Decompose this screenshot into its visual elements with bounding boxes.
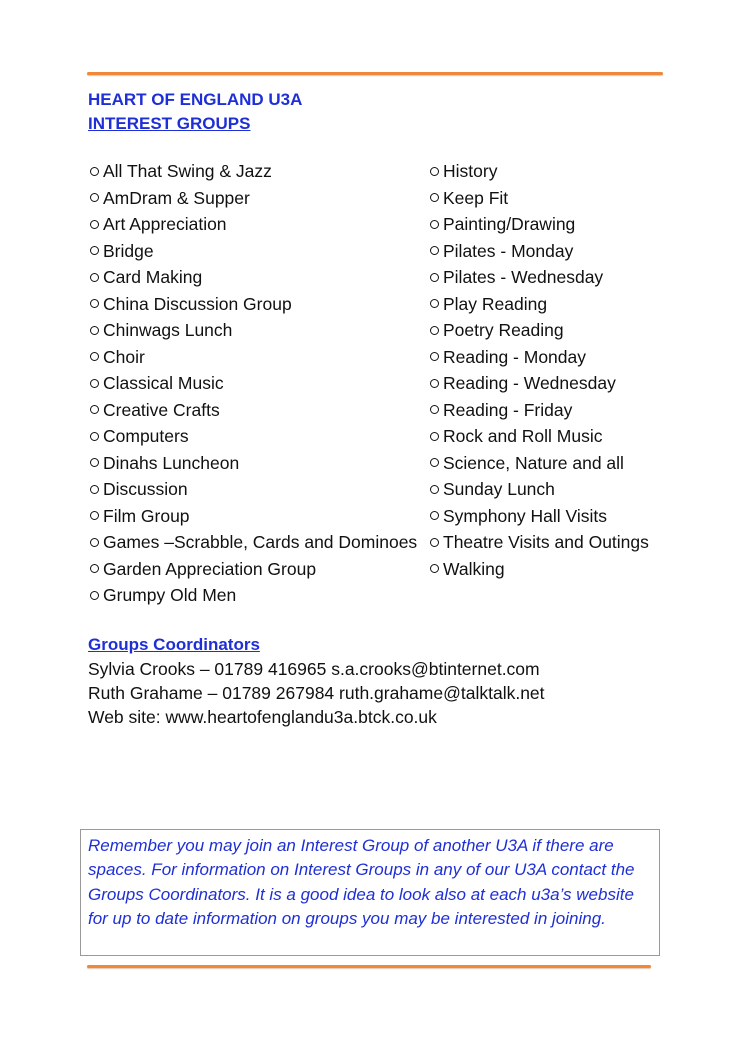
group-name: Reading - Friday [443,399,573,420]
group-name: Keep Fit [443,187,509,208]
group-name: Pilates - Monday [443,240,574,261]
group-name: Reading - Wednesday [443,373,616,393]
group-name: All That Swing & Jazz [103,161,272,181]
coordinator-sylvia: Sylvia Crooks – 01789 416965 s.a.crooks@btinternet.com [88,659,540,679]
group-item [90,423,435,450]
group-name: Discussion [103,479,188,499]
group-item [430,291,710,318]
group-item [90,211,435,238]
bottom-divider [87,965,651,968]
circle-bullet-icon [90,246,99,255]
group-name: Art Appreciation [103,214,227,234]
title-line-1: HEART OF ENGLAND U3A [88,90,303,109]
group-name: Poetry Reading [443,320,564,340]
circle-bullet-icon [90,379,99,388]
notice-box [80,829,660,956]
group-item [90,291,435,318]
group-item [430,344,710,371]
circle-bullet-icon [430,564,439,573]
circle-bullet-icon [430,511,439,520]
groups-list-right [430,158,710,582]
circle-bullet-icon [430,220,439,229]
title-line-2: INTEREST GROUPS [88,114,251,133]
circle-bullet-icon [430,432,439,441]
circle-bullet-icon [90,511,99,520]
group-name: China Discussion Group [103,293,292,314]
group-item [90,503,435,530]
group-name: Science, Nature and all [443,452,624,473]
group-item [90,158,435,185]
circle-bullet-icon [430,352,439,361]
group-name: Painting/Drawing [443,214,576,234]
circle-bullet-icon [90,591,99,600]
circle-bullet-icon [90,167,99,176]
group-item [430,238,710,265]
coordinator-ruth: Ruth Grahame – 01789 267984 ruth.grahame@talktalk.net [88,683,545,703]
group-name: Reading - Monday [443,346,586,367]
group-name: Bridge [103,240,154,261]
group-item [90,397,435,424]
circle-bullet-icon [430,485,439,494]
group-item [430,529,710,556]
circle-bullet-icon [90,485,99,494]
circle-bullet-icon [430,405,439,414]
circle-bullet-icon [90,193,99,202]
group-item [90,238,435,265]
group-name: Chinwags Lunch [103,320,233,340]
group-item [430,185,710,212]
circle-bullet-icon [90,564,99,573]
circle-bullet-icon [430,299,439,308]
circle-bullet-icon [90,273,99,282]
group-item [90,370,435,397]
circle-bullet-icon [430,326,439,335]
group-item [430,317,710,344]
group-name: Pilates - Wednesday [443,267,604,287]
circle-bullet-icon [430,379,439,388]
group-item [430,211,710,238]
circle-bullet-icon [90,432,99,441]
group-name: Sunday Lunch [443,479,555,499]
group-item [90,556,435,583]
circle-bullet-icon [430,538,439,547]
circle-bullet-icon [90,299,99,308]
circle-bullet-icon [430,246,439,255]
group-item [430,450,710,477]
group-item [430,423,710,450]
circle-bullet-icon [90,405,99,414]
circle-bullet-icon [90,458,99,467]
group-item [430,556,710,583]
group-item [90,476,435,503]
group-name: Classical Music [103,373,224,393]
group-name: Symphony Hall Visits [443,505,608,526]
circle-bullet-icon [430,193,439,202]
group-item [430,264,710,291]
circle-bullet-icon [90,538,99,547]
group-name: Card Making [103,267,203,287]
group-item [90,317,435,344]
group-item [430,397,710,424]
group-name: Games –Scrabble, Cards and Dominoes [103,532,418,552]
circle-bullet-icon [90,352,99,361]
group-name: AmDram & Supper [103,187,250,208]
group-item [430,370,710,397]
circle-bullet-icon [90,220,99,229]
group-item [90,529,435,556]
group-item [90,344,435,371]
group-item [90,264,435,291]
group-name: Grumpy Old Men [103,585,237,605]
group-name: Garden Appreciation Group [103,558,317,579]
group-item [90,450,435,477]
circle-bullet-icon [430,167,439,176]
group-item [430,158,710,185]
website-line: Web site: www.heartofenglandu3a.btck.co.uk [88,707,437,727]
group-item [430,476,710,503]
group-item [90,582,435,609]
notice-text: Remember you may join an Interest Group of another U3A if there are spaces. For information on Interest Groups in any of our U3A contact the Groups Coordinators. It is a good idea to look also at each u3a’s website for up to date information on groups you may be interested in joining. [88,836,635,928]
coordinators-heading: Groups Coordinators [88,635,260,654]
circle-bullet-icon [430,273,439,282]
top-divider [87,72,663,75]
page-title [88,88,302,136]
group-name: Computers [103,426,189,446]
group-name: Theatre Visits and Outings [443,532,649,552]
circle-bullet-icon [430,458,439,467]
groups-list-left [90,158,435,609]
group-name: Walking [443,558,505,579]
group-name: Rock and Roll Music [443,426,603,446]
group-name: Play Reading [443,293,548,314]
group-item [90,185,435,212]
circle-bullet-icon [90,326,99,335]
group-name: Choir [103,346,145,367]
group-name: History [443,161,498,181]
group-name: Dinahs Luncheon [103,452,240,473]
group-name: Film Group [103,505,190,526]
group-name: Creative Crafts [103,399,220,420]
group-item [430,503,710,530]
